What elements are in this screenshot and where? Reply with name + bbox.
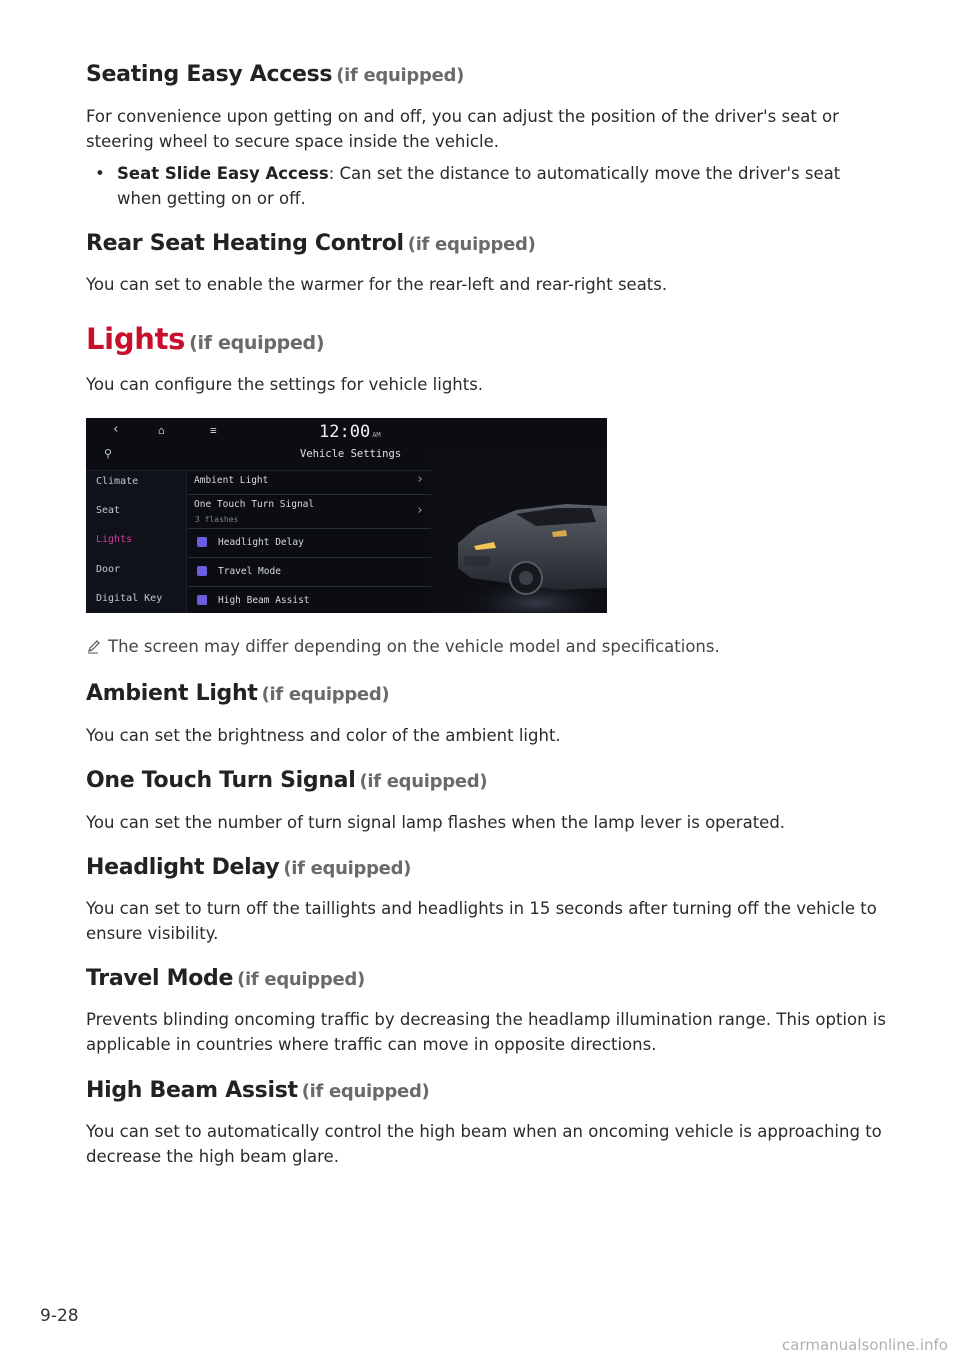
heading-ambient-light: Ambient Light (if equipped): [86, 681, 390, 706]
lights-body: You can configure the settings for vehicle lights.: [86, 375, 484, 394]
menu-item-lights[interactable]: Lights: [96, 534, 133, 545]
ambient-body: You can set the brightness and color of the ambient light.: [86, 726, 561, 745]
row-one-touch-turn-signal[interactable]: One Touch Turn Signal: [194, 499, 315, 510]
heading-headlight-delay: Headlight Delay (if equipped): [86, 855, 412, 880]
heading-rear-seat-heating: Rear Seat Heating Control (if equipped): [86, 231, 536, 256]
bullet-icon: •: [95, 164, 105, 183]
back-icon[interactable]: ‹: [112, 422, 120, 437]
menu-item-seat[interactable]: Seat: [96, 505, 121, 516]
row-travel-mode[interactable]: Travel Mode: [218, 566, 281, 577]
chevron-right-icon[interactable]: ›: [416, 472, 424, 487]
menu-item-digital-key[interactable]: Digital Key: [96, 593, 163, 604]
menu-item-door[interactable]: Door: [96, 564, 121, 575]
note: The screen may differ depending on the vehicle model and specifications.: [86, 637, 720, 658]
seating-body: For convenience upon getting on and off, you can adjust the position of the driver's seat or steering wheel to secure space inside the vehicle.: [86, 107, 839, 151]
search-icon[interactable]: ⚲: [104, 447, 113, 460]
headlight-body: You can set to turn off the taillights and headlights in 15 seconds after turning off the vehicle to ensure visibility.: [86, 899, 877, 943]
travel-body: Prevents blinding oncoming traffic by decreasing the headlamp illumination range. This option is applicable in countries where traffic can move in opposite directions.: [86, 1010, 886, 1054]
chevron-right-icon[interactable]: ›: [416, 503, 424, 518]
heading-seating-easy-access: Seating Easy Access (if equipped): [86, 62, 464, 87]
high-beam-body: You can set to automatically control the high beam when an oncoming vehicle is approaching to decrease the high beam glare.: [86, 1122, 882, 1166]
watermark: carmanualsonline.info: [782, 1336, 948, 1354]
one-touch-body: You can set the number of turn signal lamp flashes when the lamp lever is operated.: [86, 813, 786, 832]
menu-icon[interactable]: ≡: [210, 424, 217, 437]
clock: 12:00 AM: [319, 422, 381, 442]
heading-lights: Lights (if equipped): [86, 322, 325, 356]
screen-title: Vehicle Settings: [300, 448, 402, 460]
row-headlight-delay[interactable]: Headlight Delay: [218, 537, 304, 548]
seat-slide-bullet: • Seat Slide Easy Access: Can set the distance to automatically move the driver's seat when getting on or off.: [95, 161, 855, 211]
heading-one-touch-turn-signal: One Touch Turn Signal (if equipped): [86, 768, 488, 793]
row-ambient-light[interactable]: Ambient Light: [194, 475, 269, 486]
row-one-touch-sub: 3 flashes: [195, 515, 239, 524]
page-number: 9-28: [40, 1306, 79, 1326]
heading-travel-mode: Travel Mode (if equipped): [86, 966, 365, 991]
heading-high-beam-assist: High Beam Assist (if equipped): [86, 1078, 430, 1103]
row-high-beam-assist[interactable]: High Beam Assist: [218, 595, 310, 606]
pencil-icon: [86, 638, 108, 658]
menu-item-climate[interactable]: Climate: [96, 476, 139, 487]
rear-seat-body: You can set to enable the warmer for the rear-left and rear-right seats.: [86, 275, 668, 294]
checkbox-icon[interactable]: [197, 566, 207, 576]
checkbox-icon[interactable]: [197, 595, 207, 605]
vehicle-settings-screenshot: [86, 418, 607, 613]
home-icon[interactable]: ⌂: [158, 424, 165, 437]
checkbox-icon[interactable]: [197, 537, 207, 547]
